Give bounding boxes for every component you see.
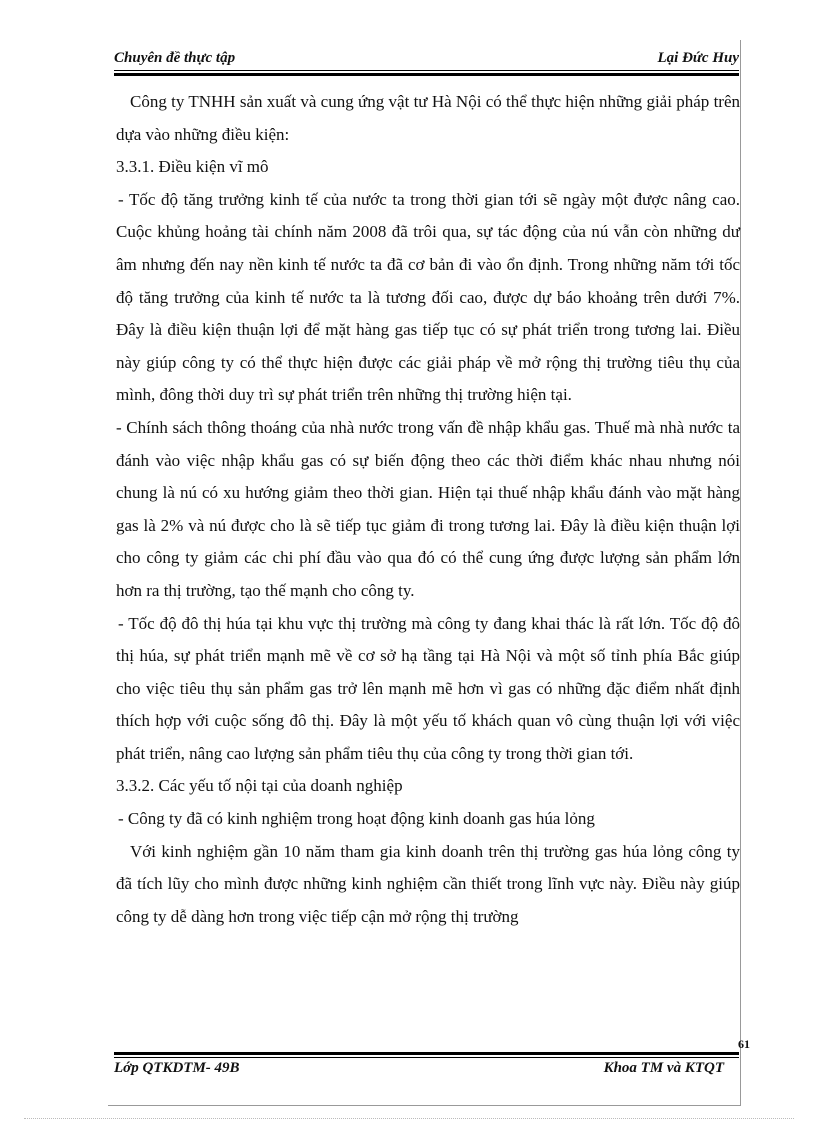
- footer-class: Lớp QTKDTM- 49B: [114, 1060, 240, 1076]
- header-document-title: Chuyên đề thực tập: [114, 50, 236, 66]
- paragraph-experience-bullet: - Công ty đã có kinh nghiệm trong hoạt động kinh doanh gas húa lỏng: [118, 809, 595, 829]
- section-heading-macro-conditions: 3.3.1. Điều kiện vĩ mô: [116, 157, 269, 177]
- header-rule-thick: [114, 73, 739, 76]
- header-rule: [114, 70, 739, 71]
- paragraph-experience: Với kinh nghiệm gần 10 năm tham gia kinh doanh trên thị trường gas húa lỏng công ty đã tích lũy cho mình được những kinh nghiệm cần thiết trong lĩnh vực này. Điều này giúp công ty dễ dàng hơn trong việc tiếp cận mở rộng thị trường: [116, 841, 740, 926]
- footer-faculty: Khoa TM và KTQT: [603, 1060, 724, 1076]
- paragraph-urbanization: - Tốc độ đô thị húa tại khu vực thị trường mà công ty đang khai thác là rất lớn. Tốc độ đô thị húa, sự phát triển mạnh mẽ về cơ sở hạ tầng tại Hà Nội và một số tỉnh phía Bắc giúp cho việc tiêu thụ sản phẩm gas trở lên mạnh mẽ hơn vì gas có những đặc điểm nhất định thích hợp với cuộc sống đô thị. Đây là một yếu tố khách quan vô cùng thuận lợi với việc phát triển, nâng cao lượng sản phẩm tiêu thụ của công ty trong thời gian tới.: [116, 613, 740, 763]
- page-header: [114, 48, 739, 72]
- page-number: 61: [738, 1037, 750, 1051]
- header-author: Lại Đức Huy: [657, 50, 739, 66]
- bottom-dotted-line: [24, 1118, 794, 1119]
- intro-paragraph: Công ty TNHH sản xuất và cung ứng vật tư Hà Nội có thể thực hiện những giải pháp trên dựa vào những điều kiện:: [116, 92, 740, 144]
- section-heading-internal-factors: 3.3.2. Các yếu tố nội tại của doanh nghiệp: [116, 776, 403, 796]
- paragraph-import-policy: - Chính sách thông thoáng của nhà nước trong vấn đề nhập khẩu gas. Thuế mà nhà nước ta đánh vào việc nhập khẩu gas có sự biến động theo các thời điểm khác nhau nhưng nói chung là nú có xu hướng giảm theo thời gian. Hiện tại thuế nhập khẩu đánh vào mặt hàng gas là 2% và nú được cho là sẽ tiếp tục giảm đi trong tương lai. Đây là điều kiện thuận lợi cho công ty giảm các chi phí đầu vào qua đó có thể cung ứng được lượng sản phẩm lớn hơn ra thị trường, tạo thế mạnh cho công ty.: [116, 417, 740, 600]
- footer-rule-thick: [114, 1052, 739, 1055]
- body-text: [116, 86, 740, 933]
- paragraph-growth-rate: - Tốc độ tăng trưởng kinh tế của nước ta trong thời gian tới sẽ ngày một được nâng cao. Cuộc khủng hoảng tài chính năm 2008 đã trôi qua, sự tác động của nú vẫn còn những dư âm nhưng đến nay nền kinh tế nước ta đã cơ bản đi vào ổn định. Trong những năm tới tốc độ tăng trưởng của kinh tế nước ta là tương đối cao, được dự báo khoảng trên dưới 7%. Đây là điều kiện thuận lợi để mặt hàng gas tiếp tục có sự phát triển trong tương lai. Điều này giúp công ty có thể thực hiện được các giải pháp về mở rộng thị trường tiêu thụ của mình, đông thời duy trì sự phát triển trên những thị trường hiện tại.: [116, 189, 740, 405]
- page-footer: [114, 1058, 724, 1080]
